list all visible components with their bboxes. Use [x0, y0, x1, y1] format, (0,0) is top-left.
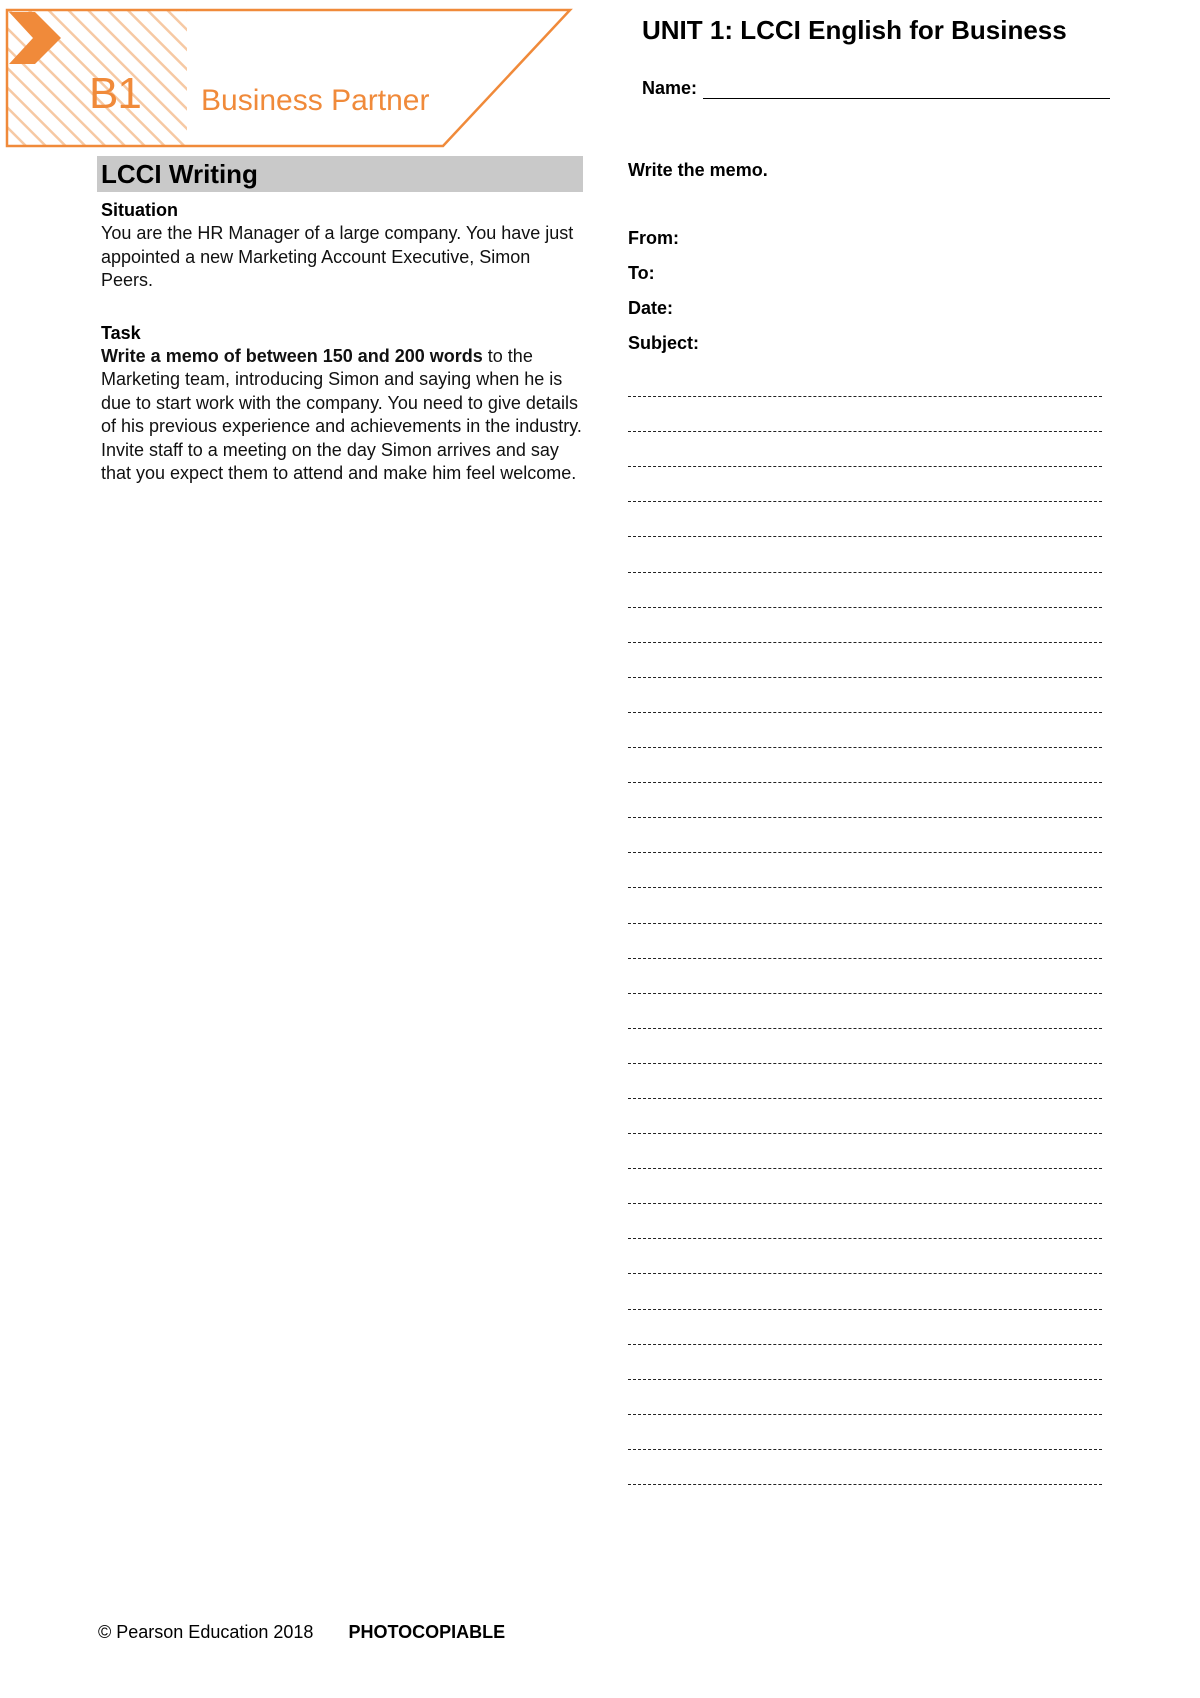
- answer-line[interactable]: [628, 1454, 1118, 1489]
- answer-line[interactable]: [628, 1243, 1118, 1278]
- answer-line[interactable]: [628, 612, 1118, 647]
- photocopiable-label: PHOTOCOPIABLE: [348, 1622, 506, 1642]
- answer-line[interactable]: [628, 1068, 1118, 1103]
- to-field[interactable]: To:: [628, 263, 655, 283]
- task-heading: Task: [101, 322, 141, 343]
- unit-title: UNIT 1: LCCI English for Business: [642, 15, 1067, 45]
- answer-line[interactable]: [628, 717, 1118, 752]
- copyright: © Pearson Education 2018: [98, 1622, 314, 1642]
- answer-line[interactable]: [628, 1103, 1118, 1138]
- task-column: [97, 156, 587, 486]
- answer-line[interactable]: [628, 577, 1118, 612]
- answer-line[interactable]: [628, 822, 1118, 857]
- logo-brand: Business Partner: [201, 84, 430, 117]
- answer-line[interactable]: [628, 1419, 1118, 1454]
- answer-line[interactable]: [628, 857, 1118, 892]
- answer-line[interactable]: [628, 1138, 1118, 1173]
- situation-heading: Situation: [101, 200, 178, 220]
- answer-line[interactable]: [628, 752, 1118, 787]
- answer-lines[interactable]: [628, 366, 1118, 1489]
- answer-line[interactable]: [628, 682, 1118, 717]
- footer: [98, 1622, 505, 1643]
- answer-line[interactable]: [628, 366, 1118, 401]
- answer-line[interactable]: [628, 963, 1118, 998]
- memo-fields: [628, 226, 1118, 366]
- answer-line[interactable]: [628, 1033, 1118, 1068]
- task-bold-text: Write a memo of between 150 and 200 words: [101, 345, 483, 366]
- answer-line[interactable]: [628, 892, 1118, 927]
- memo-column: [628, 158, 1118, 1489]
- answer-line[interactable]: [628, 647, 1118, 682]
- name-label: Name:: [642, 78, 698, 98]
- answer-line[interactable]: [628, 506, 1118, 541]
- answer-line[interactable]: [628, 1349, 1118, 1384]
- business-partner-logo: [5, 8, 575, 150]
- answer-line[interactable]: [628, 787, 1118, 822]
- name-line[interactable]: [703, 78, 1110, 99]
- from-field[interactable]: From:: [628, 228, 679, 248]
- task-text: [97, 345, 587, 486]
- answer-line[interactable]: [628, 471, 1118, 506]
- task-rest-text: to the Marketing team, introducing Simon and saying when he is due to start work with the company. You need to give details of his previous experience and achievements in the industry. Invite staff to a meeting on the day Simon arrives and say that you expect them to attend and make him feel welcome.: [101, 345, 582, 483]
- date-field[interactable]: Date:: [628, 298, 674, 318]
- answer-line[interactable]: [628, 436, 1118, 471]
- instruction: Write the memo.: [628, 160, 768, 180]
- name-field[interactable]: [642, 78, 1110, 99]
- answer-line[interactable]: [628, 1384, 1118, 1419]
- logo-level: B1: [89, 69, 141, 118]
- section-title: LCCI Writing: [97, 156, 583, 192]
- answer-line[interactable]: [628, 1314, 1118, 1349]
- answer-line[interactable]: [628, 401, 1118, 436]
- chevron-right-icon: [5, 8, 65, 68]
- answer-line[interactable]: [628, 998, 1118, 1033]
- answer-line[interactable]: [628, 541, 1118, 576]
- answer-line[interactable]: [628, 928, 1118, 963]
- subject-field[interactable]: Subject:: [628, 333, 700, 353]
- answer-line[interactable]: [628, 1173, 1118, 1208]
- situation-text: You are the HR Manager of a large company. You have just appointed a new Marketing Account Executive, Simon Peers.: [101, 223, 574, 290]
- answer-line[interactable]: [628, 1208, 1118, 1243]
- answer-line[interactable]: [628, 1278, 1118, 1313]
